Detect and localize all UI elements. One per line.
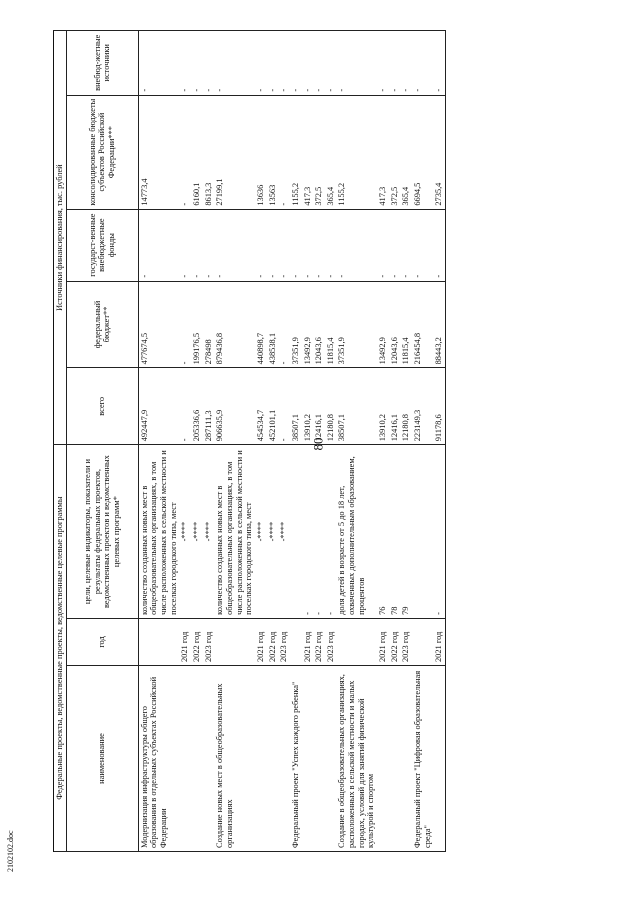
header-financing-group: Источники финансирования, тыс. рублей: [54, 31, 67, 445]
financing-table: [53, 30, 446, 852]
cell-regional: 13636: [255, 95, 267, 209]
cell-funds: -: [433, 209, 445, 281]
header-year: год: [66, 618, 138, 665]
cell-name: [255, 666, 267, 852]
cell-year: [214, 618, 255, 665]
cell-total: 454534,7: [255, 368, 267, 445]
cell-total: 223149,3: [412, 368, 433, 445]
table-row: [290, 31, 302, 852]
cell-federal: 440898,7: [255, 281, 267, 368]
cell-name: [313, 666, 325, 852]
cell-regional: 13563: [267, 95, 279, 209]
cell-name: [400, 666, 412, 852]
cell-federal: 13492,9: [302, 281, 314, 368]
cell-federal: -: [278, 281, 290, 368]
cell-total: 287111,3: [203, 368, 215, 445]
cell-year: 2021 год: [377, 618, 389, 665]
cell-indicator: 79: [400, 445, 412, 619]
table-row: [179, 31, 191, 852]
cell-name: Создание в общеобразовательных организациях, расположенных в сельской местности и малых городах, условий для занятий физической культурой и спортом: [336, 666, 377, 852]
cell-year: 2023 год: [325, 618, 337, 665]
cell-extra: -: [377, 31, 389, 96]
cell-funds: -: [179, 209, 191, 281]
cell-federal: -: [179, 281, 191, 368]
cell-indicator: 78: [389, 445, 401, 619]
table-row: [203, 31, 215, 852]
cell-federal: 11815,4: [400, 281, 412, 368]
cell-funds: -: [325, 209, 337, 281]
cell-name: Создание новых мест в общеобразовательных организациях: [214, 666, 255, 852]
cell-total: 12416,1: [389, 368, 401, 445]
cell-regional: 372,5: [313, 95, 325, 209]
rotated-table-container: [53, 30, 593, 852]
cell-regional: 14773,4: [138, 95, 179, 209]
cell-total: -: [179, 368, 191, 445]
cell-extra: -: [267, 31, 279, 96]
cell-funds: -: [138, 209, 179, 281]
cell-federal: 278498: [203, 281, 215, 368]
cell-federal: 199176,5: [191, 281, 203, 368]
cell-regional: 6694,5: [412, 95, 433, 209]
cell-name: [203, 666, 215, 852]
page-number: 80: [310, 437, 326, 451]
header-indicators: цели, целевые индикаторы, показатели и результаты федеральных проектов, ведомственных проектов и ведомственных целевых программ*: [66, 445, 138, 619]
cell-funds: -: [203, 209, 215, 281]
table-row: [278, 31, 290, 852]
header-extra: внебюд-жетные источники: [66, 31, 138, 96]
cell-funds: -: [302, 209, 314, 281]
cell-year: [290, 618, 302, 665]
cell-regional: 372,5: [389, 95, 401, 209]
cell-total: 906635,9: [214, 368, 255, 445]
cell-regional: 8613,3: [203, 95, 215, 209]
cell-year: [138, 618, 179, 665]
header-name: наименование: [66, 666, 138, 852]
cell-name: [191, 666, 203, 852]
table-row: [255, 31, 267, 852]
table-row: [400, 31, 412, 852]
cell-regional: -: [179, 95, 191, 209]
cell-funds: -: [389, 209, 401, 281]
cell-extra: -: [278, 31, 290, 96]
table-row: [313, 31, 325, 852]
cell-indicator: -: [313, 445, 325, 619]
cell-total: 12416,1: [313, 368, 325, 445]
cell-federal: 37351,9: [290, 281, 302, 368]
cell-name: [179, 666, 191, 852]
cell-regional: 6160,1: [191, 95, 203, 209]
header-federal: федеральный бюджет**: [66, 281, 138, 368]
cell-total: 205336,6: [191, 368, 203, 445]
cell-extra: -: [400, 31, 412, 96]
cell-funds: -: [267, 209, 279, 281]
cell-indicator: -****: [278, 445, 290, 619]
cell-funds: -: [313, 209, 325, 281]
cell-funds: -: [255, 209, 267, 281]
cell-indicator: -: [325, 445, 337, 619]
cell-year: 2023 год: [278, 618, 290, 665]
cell-regional: -: [278, 95, 290, 209]
cell-funds: -: [377, 209, 389, 281]
cell-extra: -: [191, 31, 203, 96]
cell-name: [433, 666, 445, 852]
cell-year: 2023 год: [203, 618, 215, 665]
cell-indicator: -: [433, 445, 445, 619]
cell-total: 12180,8: [400, 368, 412, 445]
cell-funds: -: [400, 209, 412, 281]
table-row: [377, 31, 389, 852]
cell-regional: 417,3: [302, 95, 314, 209]
cell-indicator: количество созданных новых мест в общеобразовательных организациях, в том числе расположенных в сельской местности и поселках городского типа, мест: [138, 445, 179, 619]
header-funds: государст-венные внебюджетные фонды: [66, 209, 138, 281]
cell-extra: -: [313, 31, 325, 96]
cell-regional: 365,4: [400, 95, 412, 209]
cell-year: 2022 год: [191, 618, 203, 665]
cell-total: 492447,9: [138, 368, 179, 445]
cell-name: Федеральный проект "Цифровая образовательная среда": [412, 666, 433, 852]
cell-extra: -: [214, 31, 255, 96]
cell-indicator: количество созданных новых мест в общеобразовательных организациях, в том числе расположенных в сельской местности и поселках городского типа, мест: [214, 445, 255, 619]
cell-extra: -: [290, 31, 302, 96]
cell-year: 2023 год: [400, 618, 412, 665]
cell-name: Модернизация инфраструктуры общего образования в отдельных субъектах Российской Федерации: [138, 666, 179, 852]
table-body: [138, 31, 445, 852]
cell-indicator: -: [302, 445, 314, 619]
table-row: [389, 31, 401, 852]
cell-name: [325, 666, 337, 852]
cell-name: [389, 666, 401, 852]
table-row: [214, 31, 255, 852]
cell-indicator: [412, 445, 433, 619]
cell-total: 13910,2: [377, 368, 389, 445]
table-row: [302, 31, 314, 852]
cell-total: 38507,1: [336, 368, 377, 445]
cell-name: [267, 666, 279, 852]
cell-year: 2022 год: [389, 618, 401, 665]
cell-regional: 1155,2: [290, 95, 302, 209]
cell-indicator: -****: [191, 445, 203, 619]
cell-year: 2022 год: [313, 618, 325, 665]
cell-year: [336, 618, 377, 665]
cell-total: -: [278, 368, 290, 445]
cell-indicator: -****: [255, 445, 267, 619]
header-total: всего: [66, 368, 138, 445]
cell-total: 452101,1: [267, 368, 279, 445]
cell-federal: 11815,4: [325, 281, 337, 368]
cell-name: Федеральный проект "Успех каждого ребенка": [290, 666, 302, 852]
cell-extra: -: [179, 31, 191, 96]
table-row: [412, 31, 433, 852]
cell-name: [377, 666, 389, 852]
cell-regional: 365,4: [325, 95, 337, 209]
cell-funds: -: [278, 209, 290, 281]
cell-regional: 417,3: [377, 95, 389, 209]
cell-indicator: -****: [203, 445, 215, 619]
cell-extra: -: [325, 31, 337, 96]
table-row: [433, 31, 445, 852]
cell-year: 2021 год: [179, 618, 191, 665]
cell-funds: -: [191, 209, 203, 281]
table-row: [267, 31, 279, 852]
cell-extra: -: [138, 31, 179, 96]
cell-federal: 477674,5: [138, 281, 179, 368]
cell-extra: -: [336, 31, 377, 96]
cell-extra: -: [255, 31, 267, 96]
cell-total: 38507,1: [290, 368, 302, 445]
cell-indicator: 76: [377, 445, 389, 619]
cell-regional: 27199,1: [214, 95, 255, 209]
cell-federal: 438538,1: [267, 281, 279, 368]
cell-federal: 37351,9: [336, 281, 377, 368]
cell-extra: -: [412, 31, 433, 96]
cell-extra: -: [302, 31, 314, 96]
cell-total: 13910,2: [302, 368, 314, 445]
cell-indicator: -****: [179, 445, 191, 619]
cell-indicator: -****: [267, 445, 279, 619]
cell-total: 91178,6: [433, 368, 445, 445]
cell-year: 2021 год: [255, 618, 267, 665]
cell-federal: 88443,2: [433, 281, 445, 368]
cell-regional: 1155,2: [336, 95, 377, 209]
cell-federal: 879436,8: [214, 281, 255, 368]
table-row: [138, 31, 179, 852]
table-row: [191, 31, 203, 852]
cell-federal: 216454,8: [412, 281, 433, 368]
cell-funds: -: [336, 209, 377, 281]
cell-total: 12180,8: [325, 368, 337, 445]
cell-indicator: [290, 445, 302, 619]
cell-federal: 12043,6: [389, 281, 401, 368]
footer-doc-ref: 2102102.doc: [6, 830, 15, 872]
cell-funds: -: [214, 209, 255, 281]
cell-indicator: доля детей в возрасте от 5 до 18 лет, охваченных дополнительным образованием, процентов: [336, 445, 377, 619]
cell-year: [412, 618, 433, 665]
cell-extra: -: [389, 31, 401, 96]
table-row: [325, 31, 337, 852]
cell-federal: 13492,9: [377, 281, 389, 368]
cell-name: [278, 666, 290, 852]
cell-funds: -: [412, 209, 433, 281]
header-regional: консолидированные бюджеты субъектов Российской Федерации***: [66, 95, 138, 209]
cell-name: [302, 666, 314, 852]
cell-extra: -: [433, 31, 445, 96]
cell-regional: 2735,4: [433, 95, 445, 209]
table-row: [336, 31, 377, 852]
header-projects-group: Федеральные проекты, ведомственные проекты, ведомственные целевые программы: [54, 445, 67, 852]
cell-year: 2022 год: [267, 618, 279, 665]
cell-extra: -: [203, 31, 215, 96]
cell-year: 2021 год: [302, 618, 314, 665]
cell-federal: 12043,6: [313, 281, 325, 368]
cell-year: 2021 год: [433, 618, 445, 665]
cell-funds: -: [290, 209, 302, 281]
